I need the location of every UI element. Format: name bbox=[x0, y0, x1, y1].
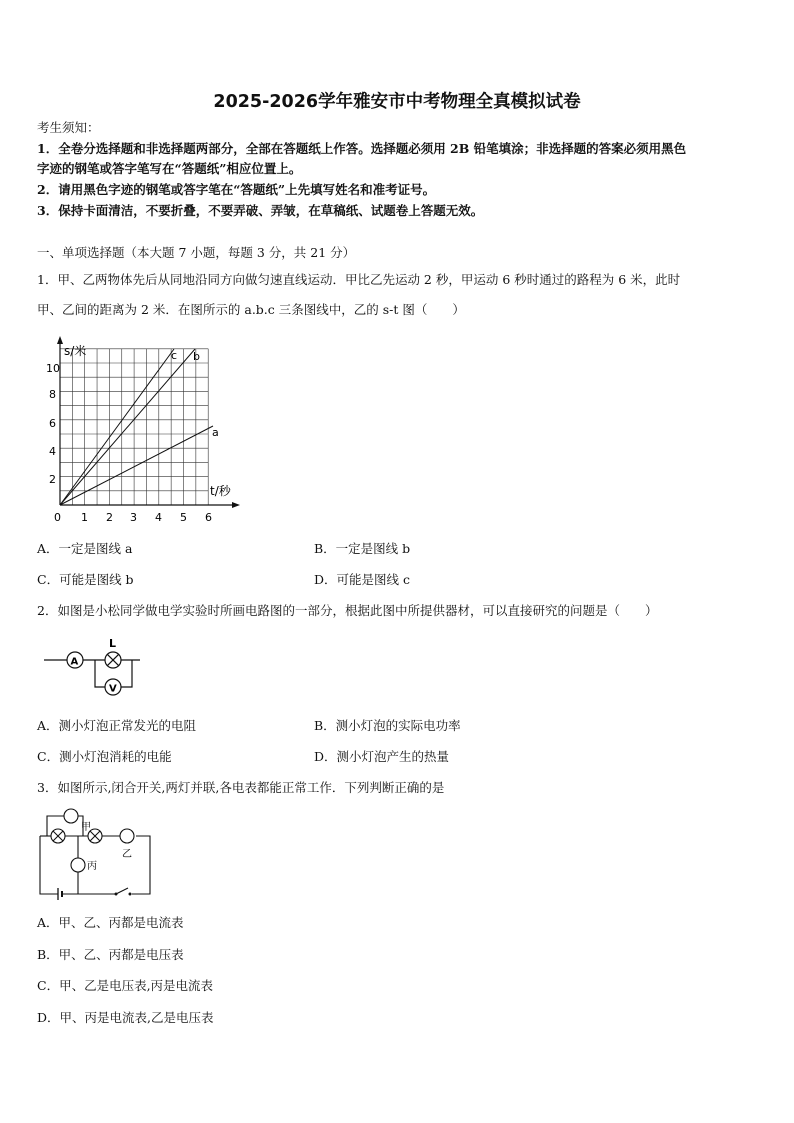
notice-item: 2．请用黑色字迹的钢笔或答字笔在“答题纸”上先填写姓名和准考证号。 bbox=[37, 182, 436, 197]
meter-jia-symbol bbox=[64, 809, 78, 823]
section-heading: 一、单项选择题（本大题 7 小题，每题 3 分，共 21 分） bbox=[37, 245, 356, 260]
meter-bing-label: 丙 bbox=[87, 861, 97, 872]
graph-line-c bbox=[60, 349, 174, 505]
graph-grid bbox=[60, 349, 208, 505]
q3-option-a: A．甲、乙、丙都是电流表 bbox=[37, 915, 184, 930]
q2-circuit-diagram bbox=[40, 636, 150, 698]
graph-y-tick: 10 bbox=[46, 362, 60, 375]
meter-yi-symbol bbox=[120, 829, 134, 843]
q2-option-c: C．测小灯泡消耗的电能 bbox=[37, 749, 172, 764]
q1-option-a: A．一定是图线 a bbox=[37, 541, 133, 556]
graph-x-label: t/秒 bbox=[210, 484, 231, 498]
graph-line-label-c: c bbox=[171, 349, 178, 362]
s-t-graph bbox=[40, 335, 250, 527]
notice-item: 3．保持卡面清洁，不要折叠，不要弄破、弄皱，在草稿纸、试题卷上答题无效。 bbox=[37, 203, 484, 218]
q3-option-c: C．甲、乙是电压表,丙是电流表 bbox=[37, 978, 214, 993]
q2-stem: 2．如图是小松同学做电学实验时所画电路图的一部分，根据此图中所提供器材，可以直接研究的问题是（ ） bbox=[37, 603, 658, 618]
graph-line-label-b: b bbox=[193, 350, 200, 363]
q1-stem-line2: 甲、乙间的距离为 2 米．在图所示的 a.b.c 三条图线中，乙的 s-t 图（ ） bbox=[37, 302, 465, 317]
q2-option-b: B．测小灯泡的实际电功率 bbox=[314, 718, 461, 733]
meter-bing-symbol bbox=[71, 858, 85, 872]
graph-x-tick: 1 bbox=[81, 511, 88, 524]
graph-y-label: s/米 bbox=[64, 344, 87, 358]
switch-symbol bbox=[116, 888, 128, 894]
meter-yi-label: 乙 bbox=[122, 849, 132, 860]
q1-option-c: C．可能是图线 b bbox=[37, 572, 134, 587]
graph-y-tick: 6 bbox=[49, 417, 56, 430]
q3-option-b: B．甲、乙、丙都是电压表 bbox=[37, 947, 184, 962]
notice-item: 字迹的钢笔或答字笔写在“答题纸”相应位置上。 bbox=[37, 161, 302, 176]
q2-option-a: A．测小灯泡正常发光的电阻 bbox=[37, 718, 197, 733]
graph-line-label-a: a bbox=[212, 426, 219, 439]
lamp-label: L bbox=[109, 637, 117, 650]
graph-x-tick: 6 bbox=[205, 511, 212, 524]
q3-circuit-diagram bbox=[36, 806, 156, 902]
page-title: 2025-2026学年雅安市中考物理全真模拟试卷 bbox=[213, 92, 581, 112]
graph-line-b bbox=[60, 349, 195, 505]
q1-option-b: B．一定是图线 b bbox=[314, 541, 411, 556]
q3-option-d: D．甲、丙是电流表,乙是电压表 bbox=[37, 1010, 214, 1025]
q2-option-d: D．测小灯泡产生的热量 bbox=[314, 749, 450, 764]
notice-heading: 考生须知： bbox=[37, 120, 100, 135]
voltmeter-label: V bbox=[109, 683, 117, 695]
graph-y-tick: 2 bbox=[49, 473, 56, 486]
q1-option-d: D．可能是图线 c bbox=[314, 572, 410, 587]
ammeter-label: A bbox=[70, 656, 79, 668]
graph-x-tick: 2 bbox=[106, 511, 113, 524]
notice-item: 1．全卷分选择题和非选择题两部分，全部在答题纸上作答。选择题必须用 2B 铅笔填涂；非选择题的答案必须用黑色 bbox=[37, 141, 687, 156]
graph-x-tick: 3 bbox=[130, 511, 137, 524]
graph-line-a bbox=[60, 426, 213, 505]
q3-stem: 3．如图所示,闭合开关,两灯并联,各电表都能正常工作．下列判断正确的是 bbox=[37, 780, 445, 795]
q1-stem-line1: 1．甲、乙两物体先后从同地沿同方向做匀速直线运动．甲比乙先运动 2 秒，甲运动 6 秒时通过的路程为 6 米，此时 bbox=[37, 272, 681, 287]
graph-x-tick: 4 bbox=[155, 511, 162, 524]
graph-y-tick: 8 bbox=[49, 388, 56, 401]
meter-jia-label: 甲 bbox=[81, 822, 91, 833]
graph-x-tick: 0 bbox=[54, 511, 61, 524]
graph-x-tick: 5 bbox=[180, 511, 187, 524]
graph-y-tick: 4 bbox=[49, 445, 56, 458]
